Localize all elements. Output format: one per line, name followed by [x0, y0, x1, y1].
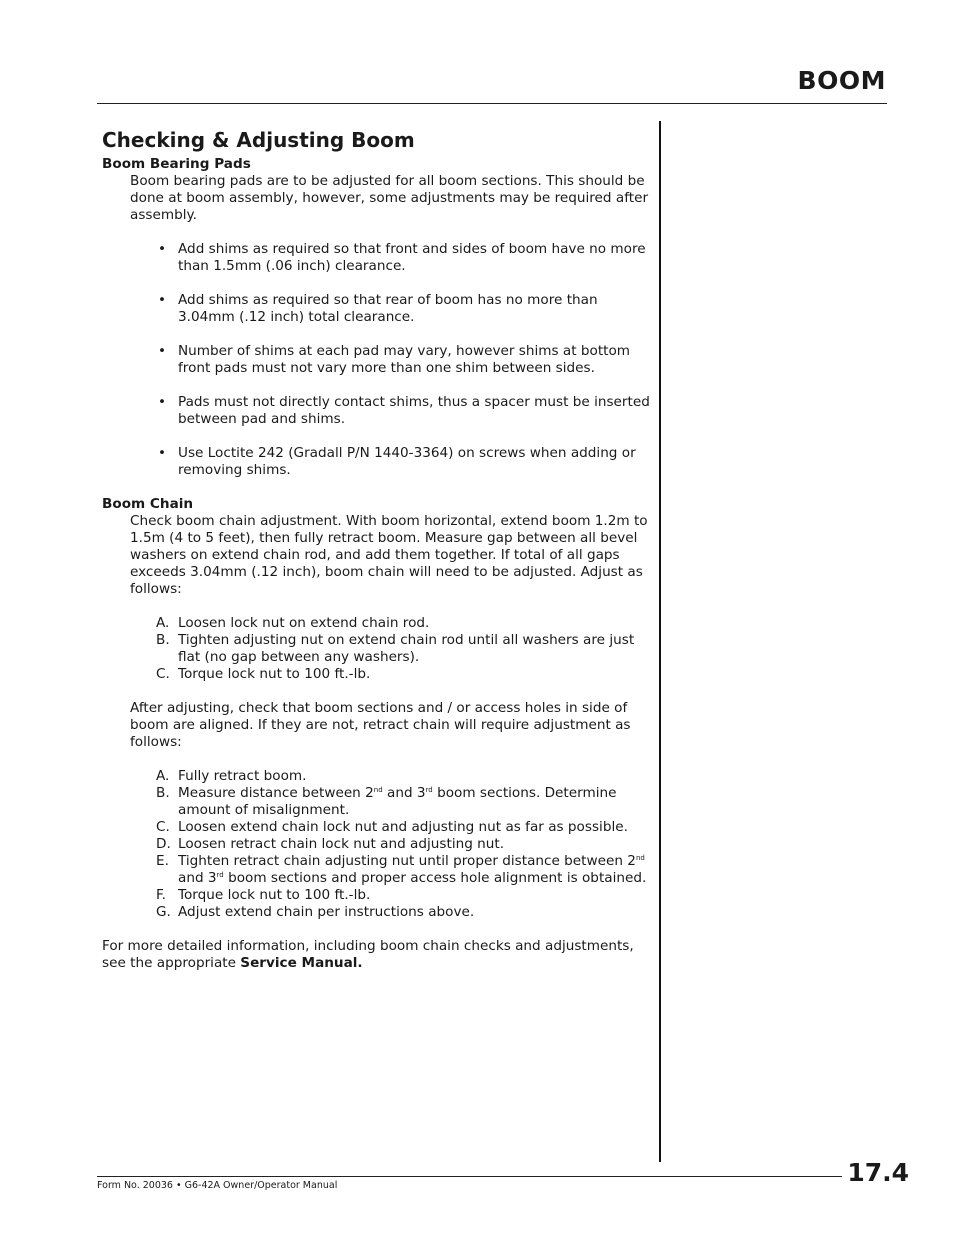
list-item: C. Loosen extend chain lock nut and adjusting nut as far as possible.	[156, 819, 628, 835]
list-item: D. Loosen retract chain lock nut and adjusting nut.	[156, 836, 505, 852]
bullet-icon: •	[158, 292, 167, 308]
list-item: A. Loosen lock nut on extend chain rod.	[156, 615, 430, 631]
list-item: G. Adjust extend chain per instructions above.	[156, 904, 475, 920]
bearing-pads-title: Boom Bearing Pads	[102, 156, 251, 172]
closing-note: For more detailed information, including boom chain checks and adjustments, see the appropriate Service Manual.	[102, 938, 634, 971]
main-content	[102, 128, 652, 972]
chain-adjust-steps	[156, 615, 652, 683]
footer-rule	[97, 1176, 842, 1177]
list-item: B. Tighten adjusting nut on extend chain rod until all washers are just flat (no gap between any washers).	[156, 632, 635, 665]
page-heading: Checking & Adjusting Boom	[102, 128, 415, 152]
section-title: BOOM	[797, 66, 886, 95]
list-item: • Number of shims at each pad may vary, however shims at bottom front pads must not vary more than one shim between sides.	[158, 343, 631, 376]
bullet-icon: •	[158, 343, 167, 359]
boom-chain-intro: Check boom chain adjustment. With boom horizontal, extend boom 1.2m to 1.5m (4 to 5 feet), then fully retract boom. Measure gap between all bevel washers on extend chain rod, and add them together. If total of all gaps exceeds 3.04mm (.12 inch), boom chain will need to be adjusted. Adjust as follows:	[130, 513, 648, 597]
bullet-icon: •	[158, 241, 167, 257]
boom-chain-title: Boom Chain	[102, 496, 194, 512]
bearing-pads-bullets	[156, 241, 652, 479]
header-rule	[97, 103, 887, 104]
footer-form-number: Form No. 20036 • G6-42A Owner/Operator Manual	[97, 1180, 338, 1191]
list-item: • Pads must not directly contact shims, thus a spacer must be inserted between pad and shims.	[158, 394, 650, 427]
list-item: B. Measure distance between 2nd and 3rd boom sections. Determine amount of misalignment.	[156, 785, 617, 818]
list-item: • Use Loctite 242 (Gradall P/N 1440-3364) on screws when adding or removing shims.	[158, 445, 636, 478]
after-adjust-text: After adjusting, check that boom sections and / or access holes in side of boom are aligned. If they are not, retract chain will require adjustment as follows:	[130, 700, 631, 750]
list-item: • Add shims as required so that front and sides of boom have no more than 1.5mm (.06 inch) clearance.	[158, 241, 646, 274]
bullet-icon: •	[158, 394, 167, 410]
page-number: 17.4	[847, 1158, 909, 1187]
list-item: C. Torque lock nut to 100 ft.-lb.	[156, 666, 371, 682]
bullet-icon: •	[158, 445, 167, 461]
bearing-pads-intro: Boom bearing pads are to be adjusted for all boom sections. This should be done at boom assembly, however, some adjustments may be required after assembly.	[130, 173, 649, 223]
list-item: • Add shims as required so that rear of boom has no more than 3.04mm (.12 inch) total clearance.	[158, 292, 598, 325]
service-manual-ref: Service Manual.	[240, 955, 363, 971]
column-divider	[659, 121, 661, 1162]
list-item: A. Fully retract boom.	[156, 768, 307, 784]
list-item: E. Tighten retract chain adjusting nut until proper distance between 2nd and 3rd boom sections and proper access hole alignment is obtained.	[156, 853, 647, 886]
retract-chain-steps	[156, 768, 652, 921]
list-item: F. Torque lock nut to 100 ft.-lb.	[156, 887, 371, 903]
